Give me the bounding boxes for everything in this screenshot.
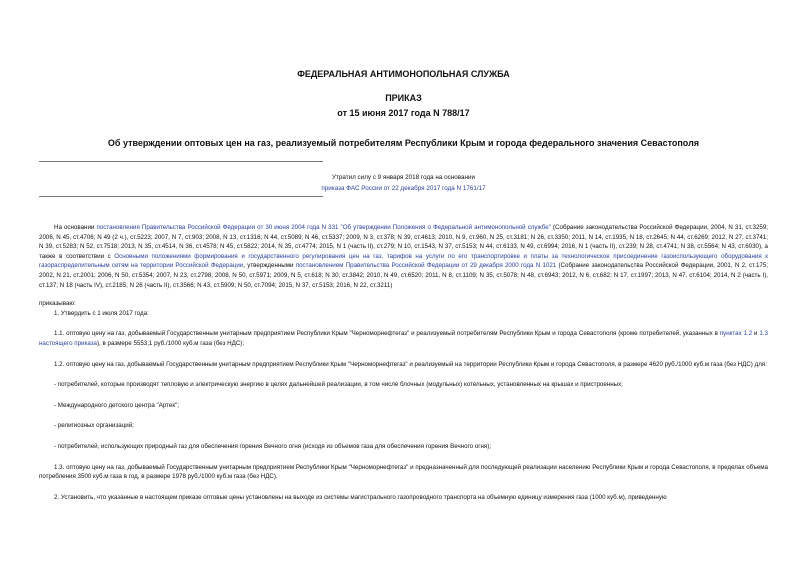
agency-name: ФЕДЕРАЛЬНАЯ АНТИМОНОПОЛЬНАЯ СЛУЖБА — [297, 69, 510, 79]
preamble-text-3: , утвержденными — [243, 262, 296, 270]
item-1-2: 1.2. оптовую цену на газ, добываемый Государственным унитарным предприятием Республики Крым "Черноморнефтегаз" и реализуемый на территории Республики Крым и города Севастополя, в размере 4620 руб./1000 куб.м газа (без НДС) для: — [54, 360, 767, 368]
item-1-3: 1.3. оптовую цену на газ, добываемый Государственным унитарным предприятием Республики Крым "Черноморнефтегаз" и предназначенный для последующей реализации населению Республики Крым и города Севастополя, в пределах объема потребления 3500 куб.м газа в год, в размере 1978 руб./1000 куб.м газа (без НДС). — [39, 463, 768, 481]
document-body — [39, 223, 768, 502]
bullet-eternal-flame: - потребителей, использующих природный газ для обеспечения горения Вечного огня (исходя из объемов газа для обеспечения горения Вечного огня); — [54, 442, 492, 450]
document-date-number: от 15 июня 2017 года N 788/17 — [337, 108, 470, 118]
regulation-1021-link[interactable]: постановлением Правительства Российской Федерации от 29 декабря 2000 года N 1021 — [295, 262, 557, 270]
item-1-1-text-c: ), в размере 5553,1 руб./1000 куб.м газа (без НДС); — [97, 339, 245, 347]
divider-top — [39, 161, 323, 162]
document-type: ПРИКАЗ — [385, 93, 422, 103]
item-1-2-link[interactable]: пунктах 1.2 — [719, 330, 753, 338]
status-note — [39, 172, 768, 194]
item-1: 1. Утвердить с 1 июля 2017 года: — [54, 309, 149, 317]
bullet-religious: - религиозных организаций; — [54, 422, 134, 430]
preamble-text-4: (Собрание законодательства Российской Федерации, 2001, N 2, ст.175; 2002, N 21, ст.2001; 2006, N 50, ст.5354; 2007, N 23, ст.2798; 2008, N 50, ст.5971; 2009, N 5, ст.618; N 30, ст.3842; 2010, N 49, ст.6520; 2011, N 8, ст.1109; N 35, ст.5078; N 48, ст.6943; 2012, N 6, ст.682; N 17, ст.1997; 2013, N 47, ст.6104; 2014, N 2 (часть I), ст.137; N 18 (часть IV), ст.2185; N 26 (часть II), ст.3566; N 43, ст.5909; N 50, ст.7094; 2015, N 37, ст.5153; 2016, N 22, ст.3211) — [39, 262, 769, 289]
preamble-text-1: На основании — [54, 224, 97, 231]
bullet-artek: - Международного детского центра "Артек"; — [54, 401, 179, 409]
bullet-energy-producers: - потребителей, которые производят тепловую и электрическую энергию в целях дальнейшей реализации, в том числе блочных (модульных) котельных, установленных на крышах и пристроенных; — [54, 381, 623, 389]
document-title: Об утверждении оптовых цен на газ, реализуемый потребителям Республики Крым и города федерального значения Севастополя — [107, 138, 700, 148]
item-1-1-text-a: 1.1. оптовую цену на газ, добываемый Государственным унитарным предприятием Республики Крым "Черноморнефтегаз" и реализуемый потребителям Республики Крым и города Севастополя (кроме потребителей, указанных в — [54, 330, 720, 338]
item-1-3-link[interactable]: 1.3 настоящего приказа — [39, 330, 768, 347]
order-word: приказываю: — [39, 300, 76, 308]
item-2: 2. Установить, что указанные в настоящем приказе оптовые цены установлены на выходе из системы магистрального газопроводного транспорта на объемную единицу измерения газа (1000 куб.м), приведенную — [54, 493, 667, 501]
regulation-331-link[interactable]: постановления Правительства Российской Федерации от 30 июня 2004 года N 331 "Об утверждении Положения о Федеральной антимонопольной службе" — [96, 224, 551, 231]
repeal-order-link[interactable]: приказа ФАС России от 22 декабря 2017 года N 1761/17 — [321, 185, 486, 192]
divider-bottom — [39, 196, 323, 197]
item-1-1-text-b: и — [752, 330, 760, 338]
status-line: Утратил силу с 9 января 2018 года на основании — [331, 174, 476, 181]
preamble-paragraph — [39, 223, 768, 290]
preamble-text-2: (Собрание законодательства Российской Федерации, 2004, N 31, ст.3259; 2006, N 45, ст.4706; N 49 (2 ч.), ст.5223; 2007, N 7, ст.903; 2008, N 13, ст.1316; N 44, ст.5089; N 46, ст.5337; 2009, N 3, ст.378; N 39, ст.4613; 2010, N 9, ст.960, N 25, ст.3181; N 26, ст.3350; 2011, N 14, ст.1935, N 18, ст.2645; N 44, ст.6269; 2012, N 27, ст.3741; N 39, ст.5283; N 52, ст.7518; 2013, N 35, ст.4514, N 36, ст.4578; N 45, ст.5822; 2014, N 35, ст.4774; 2015, N 1 (часть II), ст.279; N 10, ст.1543, N 37, ст.5153; N 44, ст.6133, N 49, ст.6994; 2016, N 1 (часть II), ст.239; N 28, ст.4741; N 38, ст.5564; N 43, ст.6030), а также в соответствии с — [39, 224, 769, 260]
basic-provisions-link[interactable]: Основными положениями формирования и государственного регулирования цен на газ, тарифов на услуги по его транспортировке и платы за технологическое присоединение газоиспользующего оборудования к газораспределительным сетям на территории Российской Федерации — [39, 252, 768, 270]
item-1-1 — [39, 329, 768, 348]
